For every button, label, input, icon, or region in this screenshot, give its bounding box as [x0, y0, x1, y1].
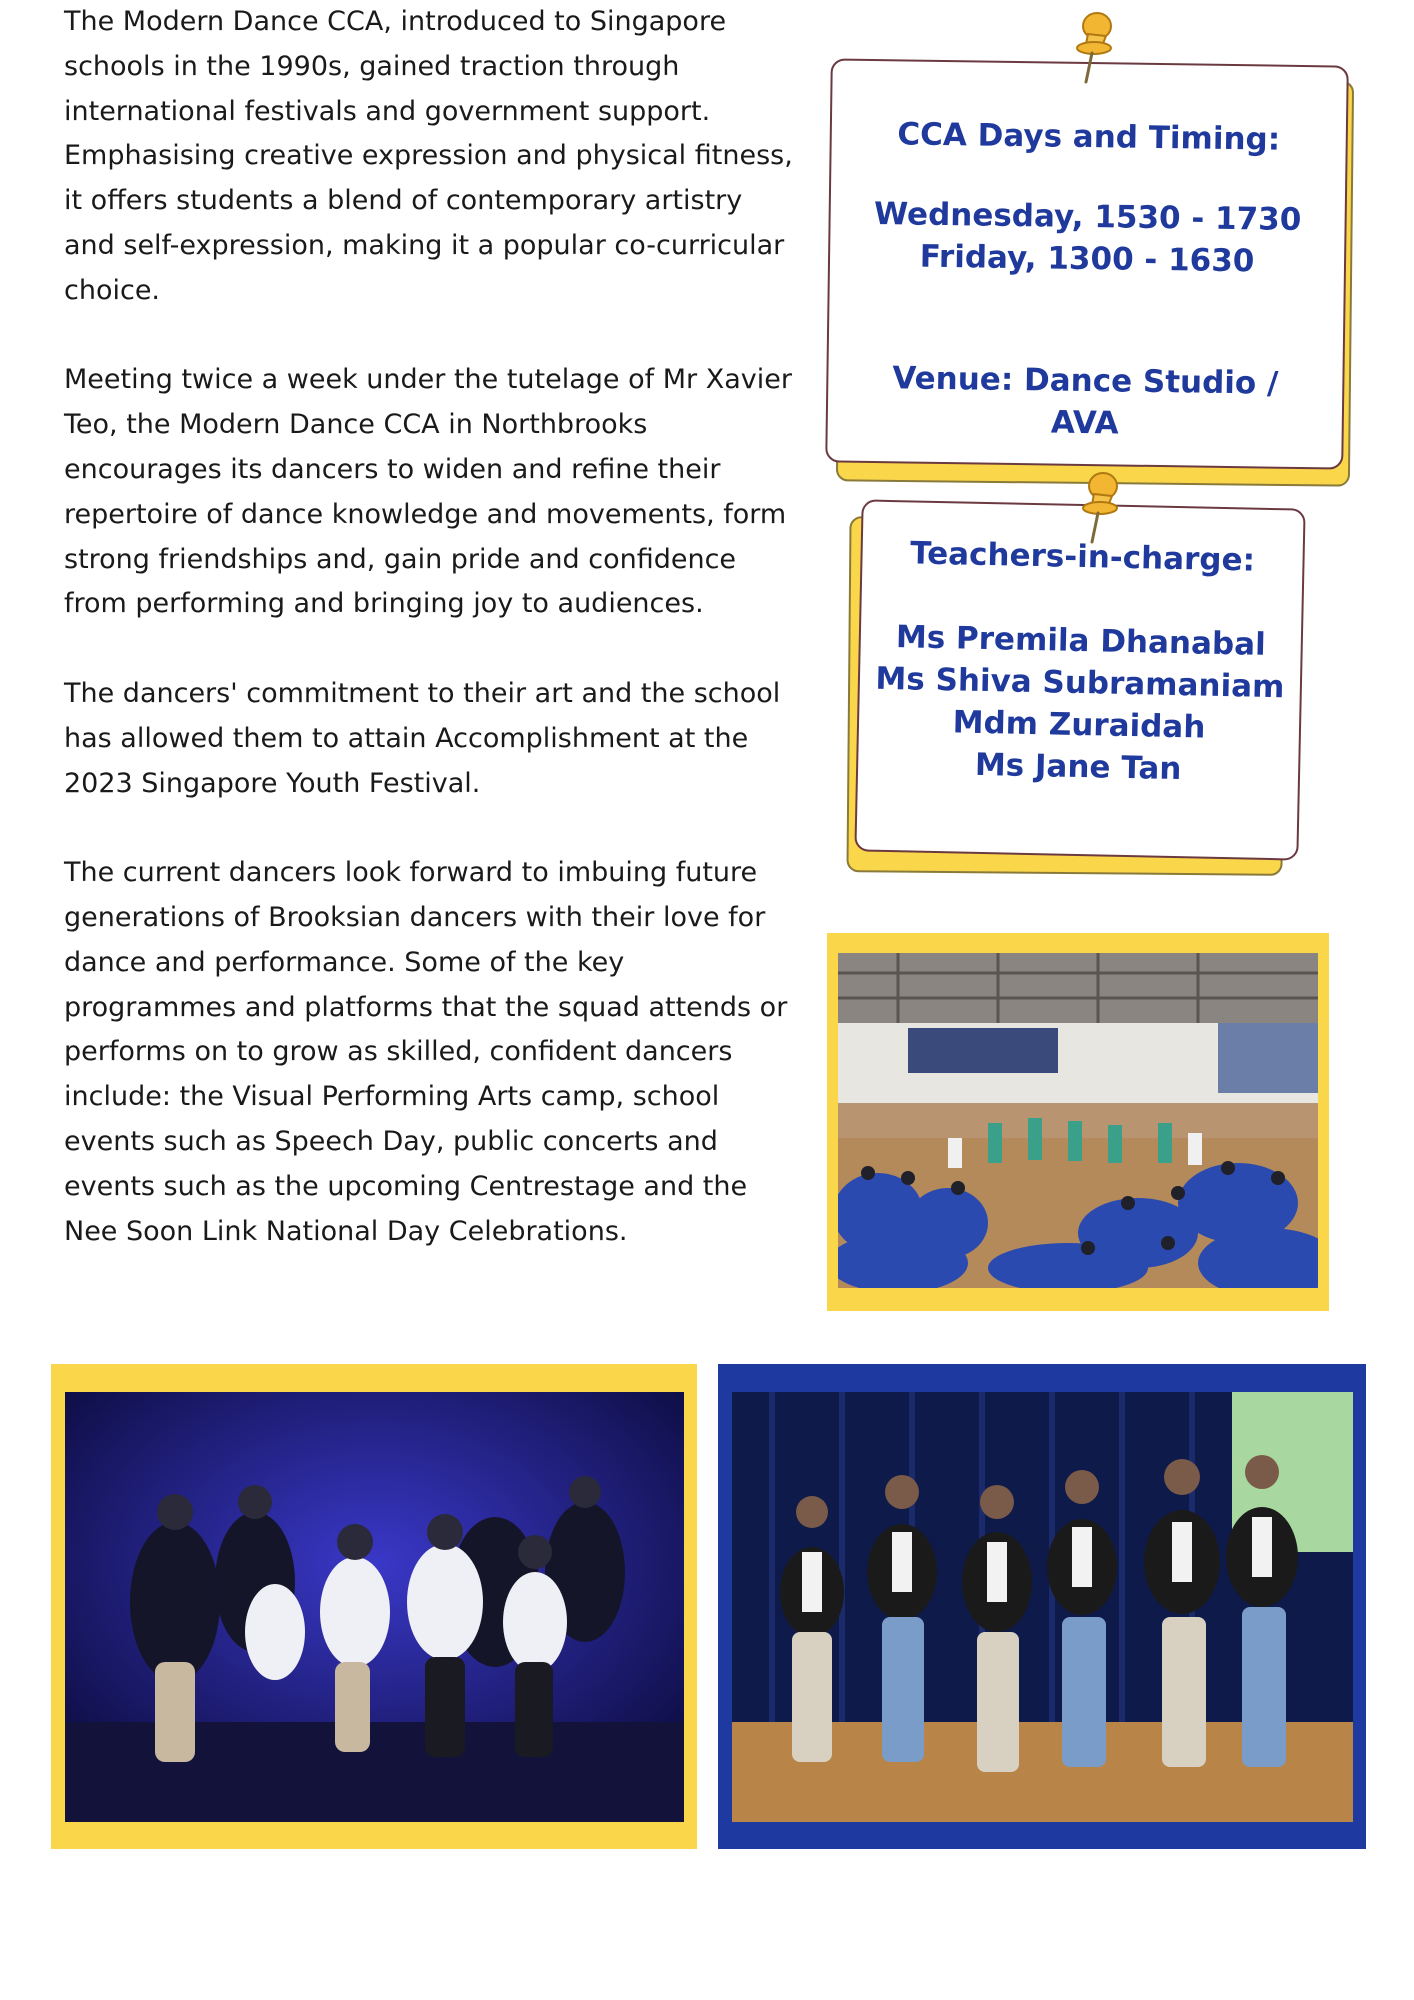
- teachers-card: [848, 490, 1308, 890]
- schedule-card: [820, 40, 1360, 490]
- teachers-card-panel: [854, 499, 1305, 860]
- photo-stage-performance: [65, 1392, 684, 1822]
- pushpin-icon: [1070, 468, 1130, 548]
- schedule-day-friday: Friday, 1300 - 1630: [919, 238, 1255, 280]
- photo-frame-hall: [827, 933, 1329, 1311]
- schedule-card-panel: [825, 58, 1349, 469]
- teachers-heading: Teachers-in-charge:: [909, 535, 1256, 579]
- paragraph-achievement: The dancers' commitment to their art and the school has allowed them to attain Accomplishment at the 2023 Singapore Youth Festival.: [64, 677, 781, 799]
- schedule-venue-cont: AVA: [1050, 404, 1119, 442]
- article-body: [64, 0, 794, 1299]
- paragraph-tutelage: Meeting twice a week under the tutelage of Mr Xavier Teo, the Modern Dance CCA in Northbrooks encourages its dancers to widen and refine their repertoire of dance knowledge and movements, form strong friendships and, gain pride and confidence from performing and bringing joy to audiences.: [64, 364, 792, 620]
- paragraph-programmes: The current dancers look forward to imbuing future generations of Brooksian dancers with their love for dance and performance. Some of the key programmes and platforms that the squad attends or performs on to grow as skilled, confident dancers include: the Visual Performing Arts camp, school events such as Speech Day, public concerts and events such as the upcoming Centrestage and the Nee Soon Link National Day Celebrations.: [64, 857, 788, 1247]
- schedule-day-wednesday: Wednesday, 1530 - 1730: [873, 196, 1302, 238]
- teacher-name: Ms Premila Dhanabal: [895, 619, 1267, 663]
- photo-frame-jackets: [718, 1364, 1366, 1849]
- pushpin-icon: [1064, 8, 1124, 88]
- teacher-name: Mdm Zuraidah: [952, 704, 1206, 746]
- photo-jacket-dance: [732, 1392, 1353, 1822]
- paragraph-intro: The Modern Dance CCA, introduced to Singapore schools in the 1990s, gained traction through international festivals and government support. Emphasising creative expression and physical fitness, it offers students a blend of contemporary artistry and self-expression, making it a popular co-curricular choice.: [64, 6, 793, 306]
- schedule-heading: CCA Days and Timing:: [897, 116, 1281, 158]
- photo-frame-stage: [51, 1364, 697, 1849]
- teacher-name: Ms Shiva Subramaniam: [875, 660, 1285, 706]
- photo-school-hall: [838, 953, 1318, 1288]
- teacher-name: Ms Jane Tan: [974, 746, 1182, 788]
- schedule-venue: Venue: Dance Studio /: [892, 360, 1279, 402]
